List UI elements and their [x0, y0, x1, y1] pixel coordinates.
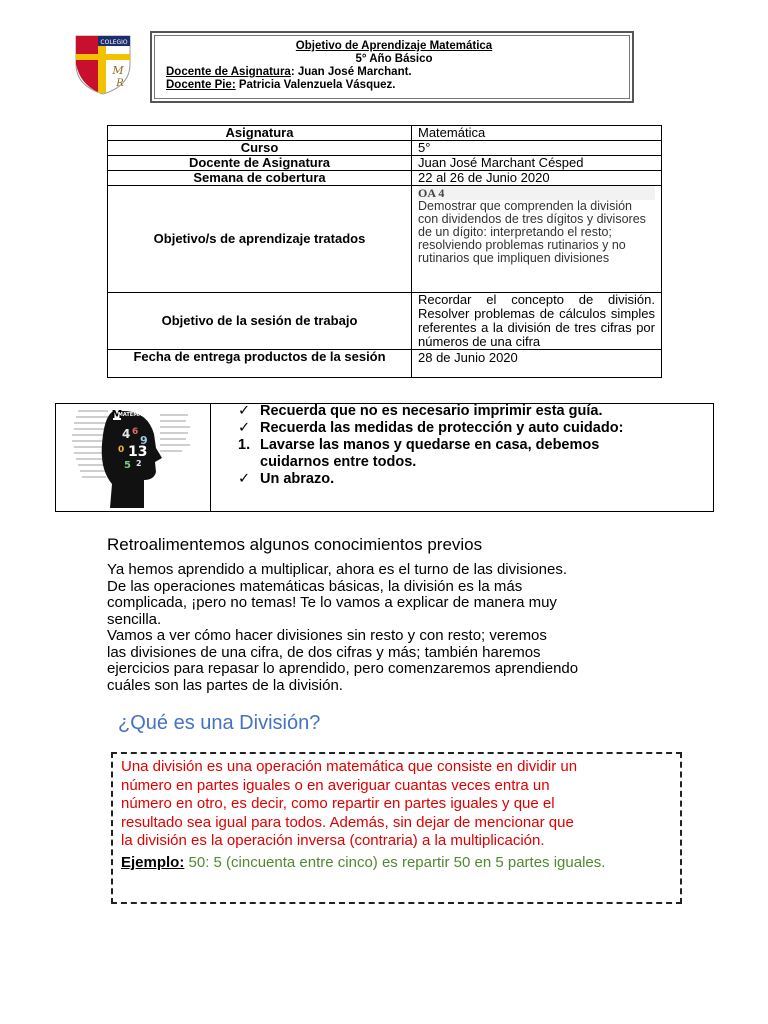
- list-item: [240, 471, 623, 488]
- reminder-box: [55, 403, 714, 512]
- header-title: Objetivo de Aprendizaje Matemática: [295, 40, 493, 52]
- svg-text:13: 13: [128, 444, 148, 460]
- header-grade: 5° Año Básico: [355, 53, 433, 65]
- row-label: Semana de cobertura: [108, 171, 412, 186]
- definition-line: Una división es una operación matemática que consiste en dividir un: [121, 758, 578, 775]
- session-label: Objetivo de la sesión de trabajo: [108, 293, 412, 350]
- header-pie: [166, 79, 622, 92]
- reminder-list: [240, 403, 623, 488]
- objective-text: Demostrar que comprenden la división con dividendos de tres dígitos y divisores de un dígito: interpretando el resto; resolviendo problemas rutinarios y no rutinarios que impliquen divisiones: [418, 199, 646, 265]
- svg-text:6: 6: [132, 427, 139, 437]
- logo-monogram-m: M: [112, 64, 124, 77]
- list-item: [240, 403, 623, 420]
- list-item: [240, 437, 623, 454]
- image-caption: MATEMÁTICAS: [117, 412, 159, 418]
- svg-text:9: 9: [140, 434, 148, 447]
- row-label: Asignatura: [108, 126, 412, 141]
- intro-line: complicada, ¡pero no temas! Te lo vamos a explicar de manera muy: [107, 594, 557, 611]
- math-head-image: [56, 404, 211, 511]
- objective-cell: [412, 186, 662, 293]
- row-label: Curso: [108, 141, 412, 156]
- division-title: ¿Qué es una División?: [118, 712, 321, 734]
- definition-line: la división es la operación inversa (contraria) a la multiplicación.: [121, 832, 545, 849]
- example: [121, 854, 672, 872]
- svg-text:4: 4: [122, 427, 131, 441]
- pie-value: Patricia Valenzuela Vásquez.: [235, 79, 396, 91]
- example-text: 50: 5 (cincuenta entre cinco) es repartir 50 en 5 partes iguales.: [184, 854, 606, 871]
- list-item: [240, 454, 623, 471]
- section-heading: Retroalimentemos algunos conocimientos previos: [107, 535, 483, 554]
- pie-label: Docente Pie:: [166, 79, 236, 91]
- session-text: Recordar el concepto de división. Resolver problemas de cálculos simples referentes a la división de tres cifras por números de una cifra: [412, 293, 662, 350]
- list-number: 1.: [238, 437, 251, 453]
- check-icon: ✓: [238, 471, 251, 487]
- reminder-text: Recuerda que no es necesario imprimir esta guía.: [260, 403, 603, 419]
- check-icon: ✓: [238, 420, 251, 436]
- intro-line: cuáles son las partes de la división.: [107, 676, 343, 694]
- delivery-label: Fecha de entrega productos de la sesión: [108, 350, 412, 378]
- table-row: [108, 171, 662, 186]
- reminder-text: cuidarnos entre todos.: [260, 454, 417, 470]
- definition-text: [121, 758, 672, 851]
- list-item: [240, 420, 623, 437]
- definition-line: número en partes iguales o en averiguar cuantas veces entra un: [121, 776, 550, 794]
- delivery-value: 28 de Junio 2020: [412, 350, 662, 378]
- table-row: [108, 156, 662, 171]
- intro-line: Vamos a ver cómo hacer divisiones sin resto y con resto; veremos: [107, 627, 547, 644]
- row-value: Matemática: [412, 126, 662, 141]
- definition-line: número en otro, es decir, como repartir en partes iguales y que el: [121, 795, 555, 812]
- svg-text:2: 2: [136, 459, 142, 468]
- header-box: [150, 31, 634, 103]
- definition-box: [111, 752, 682, 904]
- school-logo: [74, 34, 132, 96]
- intro-line: sencilla.: [107, 610, 162, 628]
- intro-line: las divisiones de una cifra, de dos cifras y más; también haremos: [107, 643, 541, 661]
- example-label: Ejemplo:: [121, 854, 185, 871]
- table-row: [108, 126, 662, 141]
- table-row: [108, 141, 662, 156]
- image-m-letter: M: [111, 408, 123, 421]
- intro-line: ejercicios para repasar lo aprendido, pero comenzaremos aprendiendo: [107, 660, 579, 677]
- logo-monogram-r: R: [116, 78, 124, 89]
- check-icon: ✓: [238, 403, 251, 419]
- definition-line: resultado sea igual para todos. Además, sin dejar de mencionar que: [121, 813, 574, 831]
- teacher-value: : Juan José Marchant.: [290, 66, 412, 78]
- table-row-objective: [108, 186, 662, 293]
- row-value: Juan José Marchant Césped: [412, 156, 662, 171]
- svg-text:0: 0: [118, 445, 125, 455]
- intro-line: De las operaciones matemáticas básicas, la división es la más: [107, 577, 523, 595]
- objective-tag: OA 4: [418, 186, 655, 200]
- logo-banner-text: COLEGIO: [100, 39, 128, 46]
- table-row-session: [108, 293, 662, 350]
- reminder-text: Lavarse las manos y quedarse en casa, debemos: [260, 437, 600, 453]
- table-row-delivery: [108, 350, 662, 378]
- row-label: Docente de Asignatura: [108, 156, 412, 171]
- intro-line: Ya hemos aprendido a multiplicar, ahora es el turno de las divisiones.: [107, 561, 567, 578]
- header-teacher: [166, 66, 622, 79]
- reminder-text: Recuerda las medidas de protección y auto cuidado:: [260, 420, 624, 436]
- svg-text:5: 5: [124, 460, 131, 471]
- objective-label: Objetivo/s de aprendizaje tratados: [108, 186, 412, 293]
- row-value: 22 al 26 de Junio 2020: [412, 171, 662, 186]
- row-value: 5°: [412, 141, 662, 156]
- intro-text: [107, 562, 677, 694]
- info-table: [107, 125, 662, 378]
- teacher-label: Docente de Asignatura: [166, 66, 291, 78]
- reminder-text: Un abrazo.: [260, 471, 335, 487]
